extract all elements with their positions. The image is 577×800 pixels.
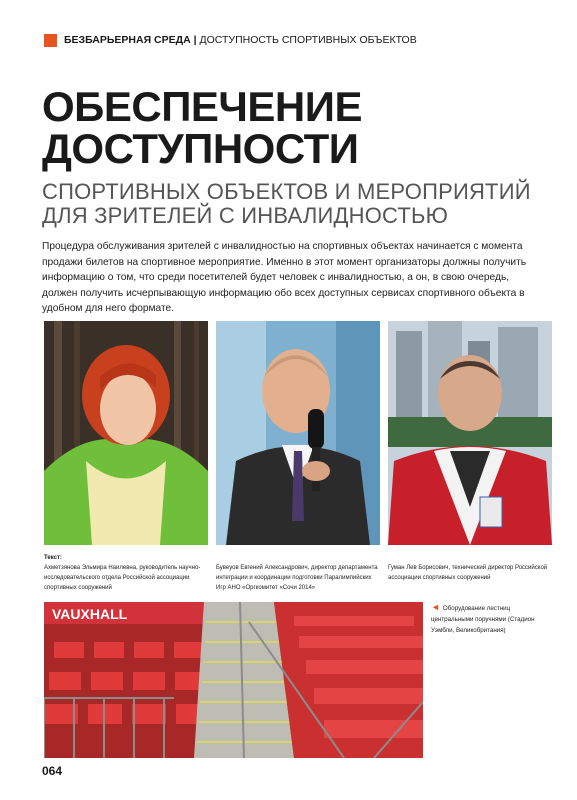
portrait-photo-1 xyxy=(44,321,208,545)
article-subtitle xyxy=(42,180,531,228)
caption-text: Гуман Лев Борисович, технический директор Российской ассоциации спортивных сооружений xyxy=(388,565,548,581)
article-title-line-1: ОБЕСПЕЧЕНИЕ xyxy=(42,83,362,130)
caption-label: Текст: xyxy=(44,555,62,561)
caption-text: Бувеуов Евгений Александрович, директор департамента интеграции и координации подготовки Паралимпийских Игр АНО «Оргкомитет «Сочи 2014» xyxy=(216,565,378,591)
article-subtitle-line-1: СПОРТИВНЫХ ОБЪЕКТОВ И МЕРОПРИЯТИЙ xyxy=(42,179,531,204)
portrait-photo-3 xyxy=(388,321,552,545)
page-number: 064 xyxy=(42,764,63,778)
stadium-photo-caption xyxy=(431,602,549,636)
article-title xyxy=(42,83,362,172)
section-topic: ДОСТУПНОСТЬ СПОРТИВНЫХ ОБЪЕКТОВ xyxy=(199,34,417,46)
photo-caption-2 xyxy=(216,563,380,593)
photo-caption-3 xyxy=(388,563,552,583)
stadium-stairs-photo xyxy=(44,602,423,758)
article-intro: Процедура обслуживания зрителей с инвалидностью на спортивных объектах начинается с момента продажи билетов на спортивное мероприятие. Именно в этот момент организаторы должны получить информацию о том, что среди посетителей будет человек с инвалидностью, а он, в свою очередь, должен получить исчерпывающую информацию обо всех доступных сервисах спортивного объекта в удобном для него формате. xyxy=(42,241,527,314)
section-title: БЕЗБАРЬЕРНАЯ СРЕДА xyxy=(64,34,191,46)
section-header xyxy=(64,34,417,47)
portrait-photo-2 xyxy=(216,321,380,545)
arrow-left-icon: ◄ xyxy=(431,602,440,612)
photo-caption-1 xyxy=(44,553,208,593)
article-subtitle-line-2: ДЛЯ ЗРИТЕЛЕЙ С ИНВАЛИДНОСТЬЮ xyxy=(42,203,449,228)
caption-text: Оборудование лестниц центральными поручнями (Стадион Уэмбли, Великобритания) xyxy=(431,605,535,634)
section-separator: | xyxy=(193,34,197,46)
article-title-line-2: ДОСТУПНОСТИ xyxy=(42,125,359,172)
caption-text: Ахметзянова Эльмира Наилевна, руководитель научно-исследовательского отдела Российской ассоциации спортивных сооружений xyxy=(44,565,201,591)
section-marker xyxy=(44,34,57,47)
stadium-banner-text: VAUXHALL xyxy=(52,606,128,622)
